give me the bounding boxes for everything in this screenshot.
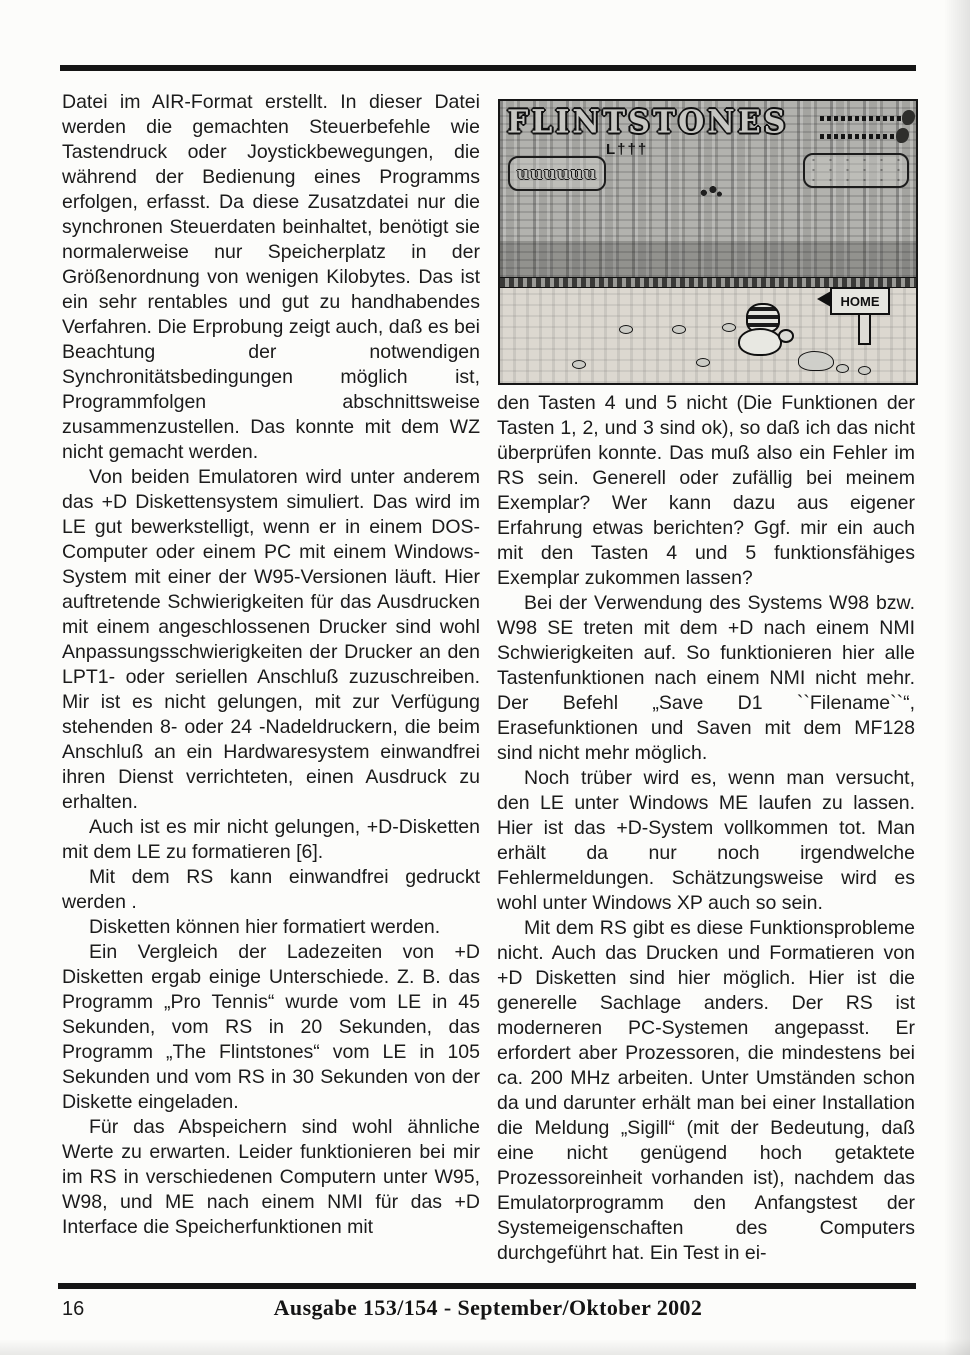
bottom-rule	[58, 1283, 916, 1289]
paragraph: den Tasten 4 und 5 nicht (Die Funktionen der Tasten 1, 2, und 3 sind ok), so daß ich das nicht überprüfen konnte. Das muß also ein Fehler im RS sein. Generell oder zufällig bei meinem Exemplar? Wer kann dazu aus eigener Erfahrung etwas berichten? Ggf. mir ein auch mit den Tasten 4 und 5 funktionsfähiges Exemplar zukommen lassen?	[497, 392, 915, 589]
scan-edge-shadow	[944, 0, 970, 1355]
paragraph: Mit dem RS gibt es diese Funktionsprobleme nicht. Auch das Drucken und Formatieren von +D Disketten sind hier möglich. Hier ist die generelle Sachlage anders. Der RS ist moderneren PC-Systemen angepasst. Er erfordert aber Prozessoren, die mindestens bei ca. 200 MHz arbeiten. Unter Umständen schon da und darunter erhält man bei einer Installation die Meldung „Sigill“ (mit der Bedeutung, daß eine nicht genügend hoch getaktete Prozessoreinheit vorhanden ist), nachdem das Emulatorprogramm den Anfangstest der Systemeigenschaften des Computers durchgeführt hat. Ein Test in ei-	[497, 917, 915, 1264]
right-column	[497, 391, 915, 1266]
rock-sprite	[858, 366, 871, 375]
squiggle-sprite	[696, 185, 722, 198]
paragraph: Mit dem RS kann einwandfrei gedruckt werden .	[62, 866, 480, 913]
score-text: uuuuuu	[516, 163, 598, 184]
rock-sprite	[572, 360, 586, 369]
chain-sprite	[820, 116, 912, 121]
rock-sprite	[798, 351, 834, 371]
scan-edge-shadow	[0, 1339, 970, 1355]
item-box	[803, 153, 909, 188]
fred-sprite	[736, 303, 790, 357]
rock-sprite	[619, 325, 633, 334]
issue-title: Ausgabe 153/154 - September/Oktober 2002	[273, 1295, 703, 1320]
home-sign: HOME	[830, 287, 890, 315]
game-screenshot	[498, 99, 918, 385]
game-wall-shade	[500, 241, 916, 277]
rock-sprite	[722, 323, 736, 332]
top-rule	[60, 65, 916, 71]
lives-indicator: L†††	[606, 141, 649, 158]
score-box	[508, 156, 606, 191]
paragraph: Noch trüber wird es, wenn man versucht, den LE unter Windows ME laufen zu lassen. Hier ist das +D-System vollkommen tot. Man erhält da nur noch irgendwelche Fehlermeldungen. Schätzungsweise wird es wohl unter Windows XP auch so sein.	[497, 767, 915, 914]
rock-sprite	[836, 364, 849, 373]
rock-sprite	[696, 358, 710, 367]
fred-sprite-body	[738, 328, 782, 356]
paragraph: Disketten können hier formatiert werden.	[89, 916, 441, 938]
paragraph: Für das Abspeichern sind wohl ähnliche Werte zu erwarten. Leider funktionieren bei mir im RS in verschiedenen Computern unter W95, W98, und ME nach einem NMI für das +D Interface die Speicherfunktionen mit	[62, 1116, 480, 1238]
paragraph: Von beiden Emulatoren wird unter anderem das +D Diskettensystem simuliert. Das wird im LE gut bewerkstelligt, wenn er in einem DOS-Computer oder einem PC mit einem Windows-System mit einer der W95-Versionen läuft. Hier auftretende Schwierigkeiten für das Ausdrucken mit einem angeschlossenen Drucker sind wohl Anpassungsschwierigkeiten der Drucker an den LPT1- oder seriellen Anschluß zuzuschreiben. Mir ist es nicht gelungen, mit zur Verfügung stehenden 8- oder 24 -Nadeldruckern, die beim Anschluß an ein Hardwaresystem einwandfrei ihren Dienst verrichteten, einen Ausdruck zu erhalten.	[62, 466, 480, 813]
left-column	[62, 90, 480, 1240]
game-title-logo: FLINTSTONES	[507, 104, 789, 141]
fred-sprite-arm	[778, 329, 794, 343]
paragraph: Ein Vergleich der Ladezeiten von +D Disketten ergab einige Unterschiede. Z. B. das Programm „Pro Tennis“ wurde vom LE in 45 Sekunden, vom RS in 20 Sekunden, das Programm „The Flintstones“ vom LE in 105 Sekunden und vom RS in 30 Sekunden von der Diskette eingeladen.	[62, 941, 480, 1113]
paragraph: Bei der Verwendung des Systems W98 bzw. W98 SE treten mit dem +D nach einem NMI Schwierigkeiten auf. So funktionieren hier alle Tastenfunktionen nach einem NMI nicht mehr. Der Befehl „Save D1 ``Filename``“, Erasefunktionen und Saven mit dem MF128 sind nicht mehr möglich.	[497, 592, 915, 764]
rock-sprite	[672, 325, 686, 334]
home-sign-arrow	[817, 291, 831, 307]
chain-sprite	[820, 134, 905, 139]
paragraph: Auch ist es mir nicht gelungen, +D-Disketten mit dem LE zu formatieren [6].	[62, 816, 480, 863]
paragraph: Datei im AIR-Format erstellt. In dieser Datei werden die gemachten Steuerbefehle wie Tastendruck oder Joystickbewegungen, die während der Bedienung eines Programms erfolgen, erfasst. Da diese Zusatzdatei nur die synchronen Steuerdaten beinhaltet, benötigt sie normalerweise nur Speicherplatz in der Größenordnung von wenigen Kilobytes. Das ist ein sehr rentables und gut zu handhabendes Verfahren. Die Erprobung zeigt auch, daß es bei Beachtung der notwendigen Synchronitätsbedingungen möglich ist, Programmfolgen abschnittsweise zusammenzustellen. Das konnte mit dem WZ nicht gemacht werden.	[62, 91, 480, 463]
home-sign-post	[858, 313, 871, 345]
page-number: 16	[62, 1298, 85, 1320]
